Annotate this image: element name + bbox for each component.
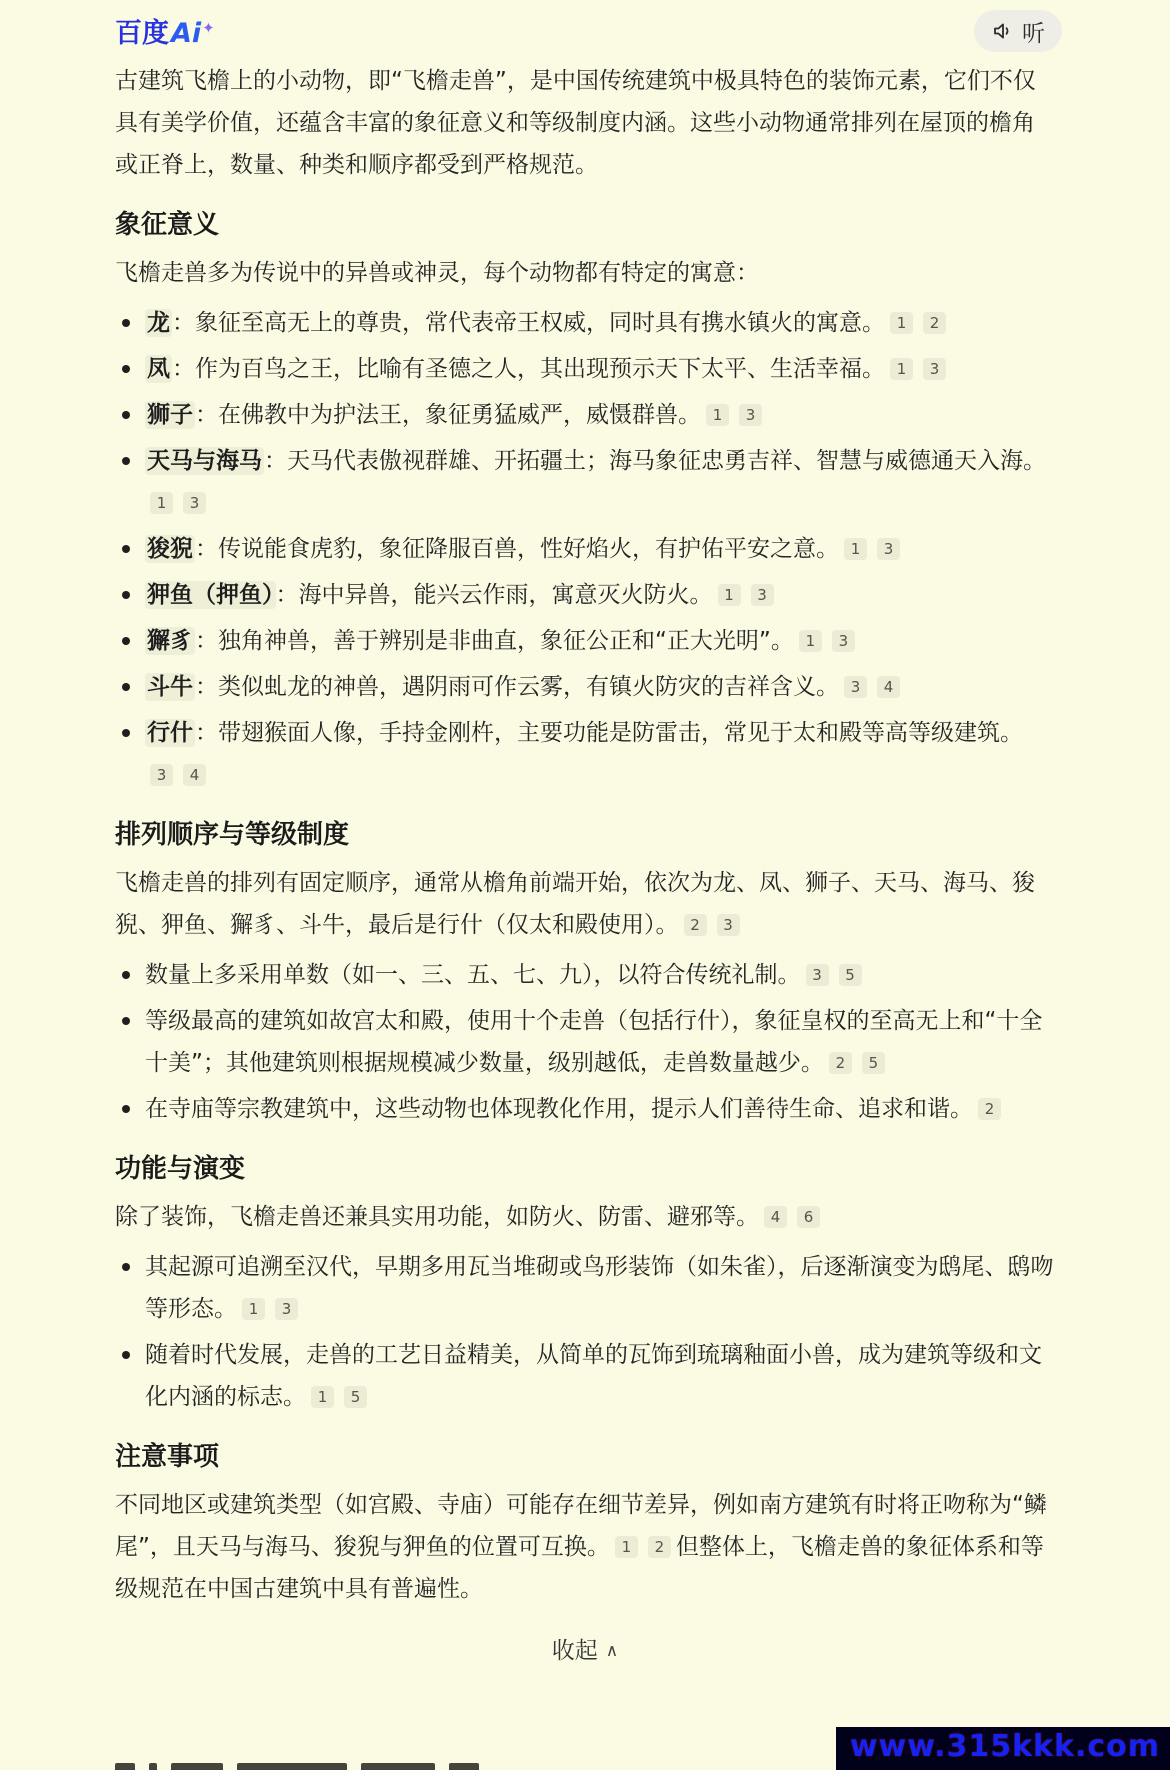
list-item <box>115 394 1055 436</box>
list-item <box>115 1246 1055 1330</box>
list-item <box>115 574 1055 616</box>
clipped-glyph <box>361 1763 435 1770</box>
citation-badge[interactable]: 1 <box>890 358 913 380</box>
list-item <box>115 348 1055 390</box>
citation-badge[interactable]: 1 <box>718 584 741 606</box>
chevron-up-icon: ∧ <box>605 1641 619 1661</box>
list-item <box>115 1334 1055 1418</box>
watermark: www.315kkk.com <box>836 1727 1170 1770</box>
citation-badge[interactable]: 1 <box>799 630 822 652</box>
listen-button[interactable] <box>974 10 1062 52</box>
text-segment: 但整体上，飞檐走兽的象征体系和等级规范在中国古建筑中具有普遍性。 <box>115 1534 1044 1602</box>
section-heading: 功能与演变 <box>115 1154 246 1184</box>
citation-badge[interactable]: 1 <box>844 538 867 560</box>
citation-badge[interactable]: 3 <box>877 538 900 560</box>
term-link[interactable]: 狻猊 <box>147 536 193 562</box>
section-paragraph <box>115 862 1055 946</box>
clipped-glyph <box>149 1763 157 1770</box>
list-item <box>115 1000 1055 1084</box>
list-item <box>115 528 1055 570</box>
speaker-icon <box>991 19 1015 43</box>
baidu-ai-logo[interactable] <box>115 13 215 49</box>
citation-badge[interactable]: 3 <box>717 914 740 936</box>
text-segment: 在寺庙等宗教建筑中，这些动物也体现教化作用，提示人们善待生命、追求和谐。 <box>145 1096 973 1122</box>
logo-text-baidu: 百度 <box>115 18 169 49</box>
clipped-glyph <box>115 1763 135 1770</box>
citation-badge[interactable]: 1 <box>706 404 729 426</box>
citation-badge[interactable]: 3 <box>275 1298 298 1320</box>
citation-badge[interactable]: 3 <box>751 584 774 606</box>
citation-badge[interactable]: 5 <box>839 964 862 986</box>
logo-text-ai: Ai <box>171 18 202 49</box>
citation-badge[interactable]: 5 <box>862 1052 885 1074</box>
term-link[interactable]: 獬豸 <box>147 628 193 654</box>
text-segment: ：在佛教中为护法王，象征勇猛威严，威慑群兽。 <box>195 402 701 428</box>
section-heading: 排列顺序与等级制度 <box>115 820 350 850</box>
text-segment: 其起源可追溯至汉代，早期多用瓦当堆砌或鸟形装饰（如朱雀），后逐渐演变为鸱尾、鸱吻等形态。 <box>145 1254 1054 1322</box>
sections-container <box>115 208 1055 1610</box>
intro-paragraph: 古建筑飞檐上的小动物，即“飞檐走兽”，是中国传统建筑中极具特色的装饰元素，它们不仅具有美学价值，还蕴含丰富的象征意义和等级制度内涵。这些小动物通常排列在屋顶的檐角或正脊上，数量、种类和顺序都受到严格规范。 <box>115 68 1036 178</box>
citation-badge[interactable]: 1 <box>242 1298 265 1320</box>
citation-badge[interactable]: 1 <box>311 1386 334 1408</box>
citation-badge[interactable]: 2 <box>829 1052 852 1074</box>
section-heading: 注意事项 <box>115 1442 220 1472</box>
text-segment: ：带翅猴面人像，手持金刚杵，主要功能是防雷击，常见于太和殿等高等级建筑。 <box>195 720 1023 746</box>
term-link[interactable]: 天马与海马 <box>147 448 262 474</box>
sparkle-icon: ✦ <box>202 19 215 37</box>
term-link[interactable]: 斗牛 <box>147 674 193 700</box>
citation-badge[interactable]: 3 <box>150 764 173 786</box>
term-link[interactable]: 狎鱼（押鱼） <box>147 582 274 608</box>
list-item <box>115 440 1055 524</box>
citation-badge[interactable]: 3 <box>844 676 867 698</box>
list-item <box>115 1088 1055 1130</box>
bullet-list <box>115 954 1055 1130</box>
collapse-button[interactable] <box>115 1630 1055 1672</box>
text-segment: 随着时代发展，走兽的工艺日益精美，从简单的瓦饰到琉璃釉面小兽，成为建筑等级和文化内涵的标志。 <box>145 1342 1042 1410</box>
term-link[interactable]: 龙 <box>147 310 170 336</box>
citation-badge[interactable]: 2 <box>923 312 946 334</box>
citation-badge[interactable]: 3 <box>183 492 206 514</box>
text-segment: 除了装饰，飞檐走兽还兼具实用功能，如防火、防雷、避邪等。 <box>115 1204 759 1230</box>
text-segment: ：独角神兽，善于辨别是非曲直，象征公正和“正大光明”。 <box>195 628 794 654</box>
bullet-list <box>115 1246 1055 1418</box>
answer-body <box>0 48 1170 1672</box>
list-item <box>115 954 1055 996</box>
text-segment: ：作为百鸟之王，比喻有圣德之人，其出现预示天下太平、生活幸福。 <box>172 356 885 382</box>
citation-badge[interactable]: 2 <box>684 914 707 936</box>
citation-badge[interactable]: 4 <box>183 764 206 786</box>
list-item <box>115 666 1055 708</box>
section-paragraph <box>115 1196 1055 1238</box>
list-item <box>115 712 1055 796</box>
term-link[interactable]: 凤 <box>147 356 170 382</box>
citation-badge[interactable]: 4 <box>877 676 900 698</box>
text-segment: 飞檐走兽多为传说中的异兽或神灵，每个动物都有特定的寓意： <box>115 260 759 286</box>
text-segment: ：海中异兽，能兴云作雨，寓意灭火防火。 <box>275 582 713 608</box>
text-segment: 不同地区或建筑类型（如宫殿、寺庙）可能存在细节差异，例如南方建筑有时将正吻称为“鳞尾”，且天马与海马、狻猊与狎鱼的位置可互换。 <box>115 1492 1047 1560</box>
clipped-glyph <box>237 1763 347 1770</box>
text-segment: ：天马代表傲视群雄、开拓疆土；海马象征忠勇吉祥、智慧与威德通天入海。 <box>264 448 1046 474</box>
term-link[interactable]: 行什 <box>147 720 193 746</box>
text-segment: ：象征至高无上的尊贵，常代表帝王权威，同时具有携水镇火的寓意。 <box>172 310 885 336</box>
citation-badge[interactable]: 1 <box>150 492 173 514</box>
clipped-glyph <box>171 1763 223 1770</box>
text-segment: 等级最高的建筑如故宫太和殿，使用十个走兽（包括行什），象征皇权的至高无上和“十全十美”；其他建筑则根据规模减少数量，级别越低，走兽数量越少。 <box>145 1008 1043 1076</box>
citation-badge[interactable]: 6 <box>797 1206 820 1228</box>
list-item <box>115 302 1055 344</box>
bullet-list <box>115 302 1055 796</box>
citation-badge[interactable]: 3 <box>832 630 855 652</box>
citation-badge[interactable]: 4 <box>764 1206 787 1228</box>
list-item <box>115 620 1055 662</box>
section-paragraph <box>115 252 1055 294</box>
citation-badge[interactable]: 2 <box>978 1098 1001 1120</box>
citation-badge[interactable]: 5 <box>344 1386 367 1408</box>
listen-label: 听 <box>1022 20 1045 47</box>
citation-badge[interactable]: 3 <box>739 404 762 426</box>
citation-badge[interactable]: 3 <box>923 358 946 380</box>
citation-badge[interactable]: 3 <box>806 964 829 986</box>
clipped-glyph <box>449 1763 479 1770</box>
citation-badge[interactable]: 1 <box>890 312 913 334</box>
text-segment: ：传说能食虎豹，象征降服百兽，性好焰火，有护佑平安之意。 <box>195 536 839 562</box>
citation-badge[interactable]: 2 <box>648 1536 671 1558</box>
text-segment: 数量上多采用单数（如一、三、五、七、九），以符合传统礼制。 <box>145 962 801 988</box>
term-link[interactable]: 狮子 <box>147 402 193 428</box>
header <box>0 0 1170 48</box>
text-segment: ：类似虬龙的神兽，遇阴雨可作云雾，有镇火防灾的吉祥含义。 <box>195 674 839 700</box>
text-segment: 飞檐走兽的排列有固定顺序，通常从檐角前端开始，依次为龙、凤、狮子、天马、海马、狻猊、狎鱼、獬豸、斗牛，最后是行什（仅太和殿使用）。 <box>115 870 1035 938</box>
section-heading: 象征意义 <box>115 210 220 240</box>
collapse-label: 收起 <box>551 1638 598 1664</box>
clipped-footer-row <box>115 1763 595 1770</box>
citation-badge[interactable]: 1 <box>615 1536 638 1558</box>
section-paragraph <box>115 1484 1055 1610</box>
